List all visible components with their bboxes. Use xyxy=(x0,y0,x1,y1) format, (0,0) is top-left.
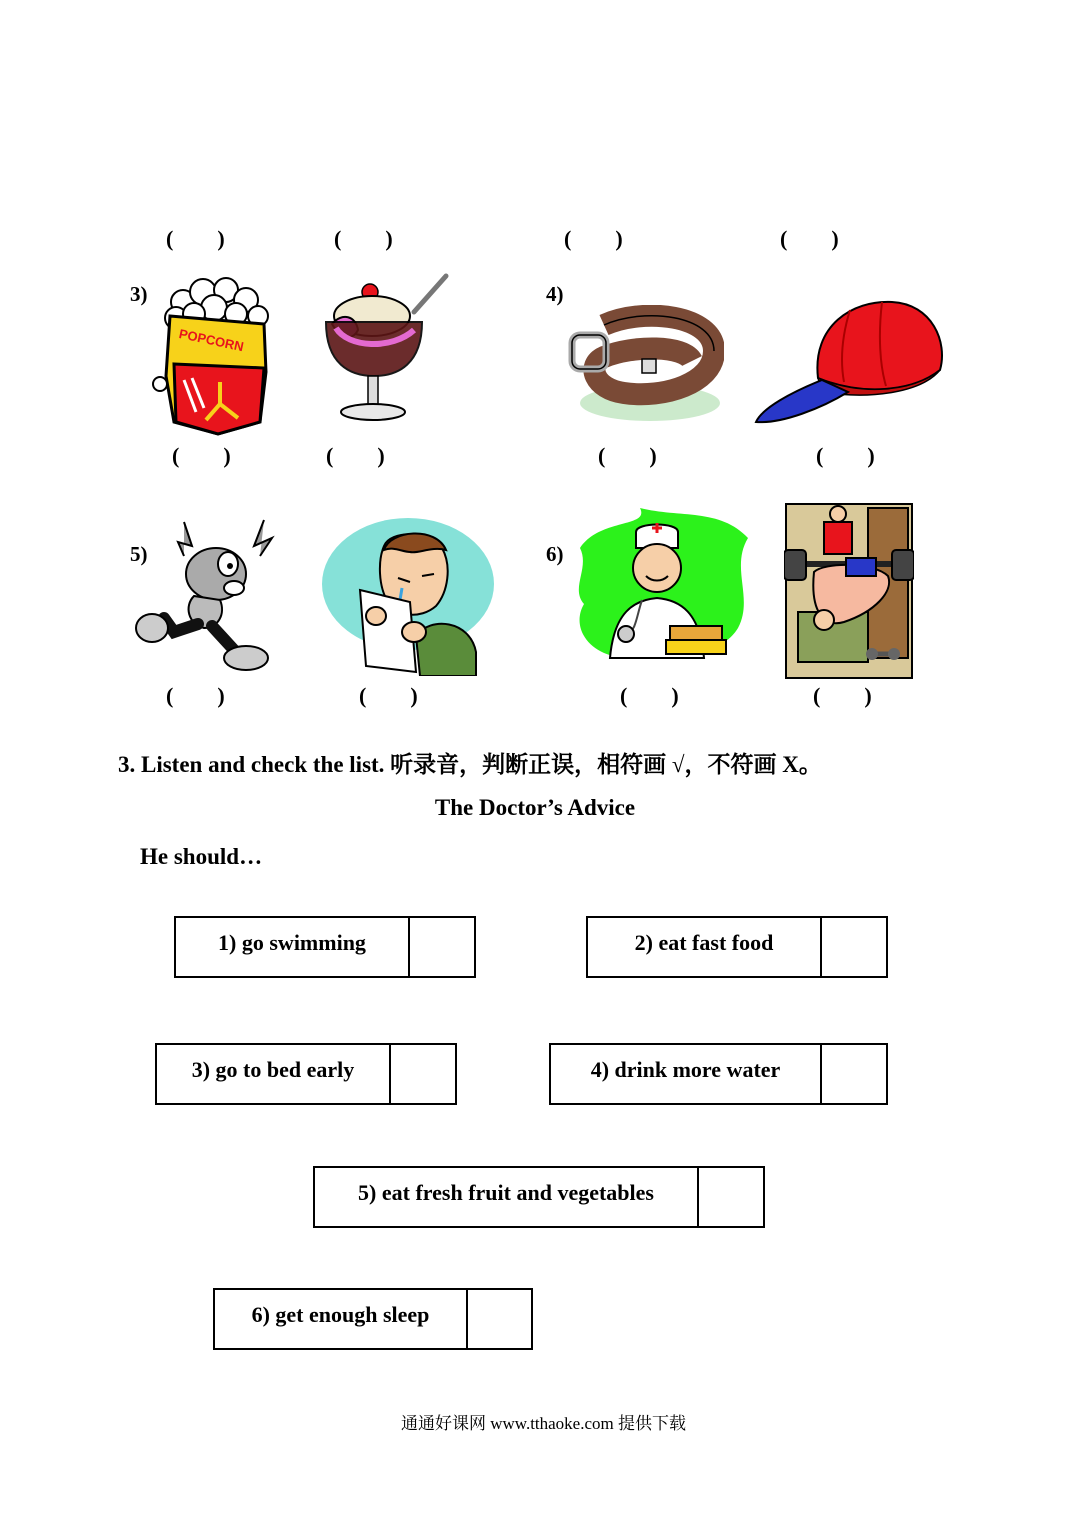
answer-paren[interactable]: ( ) xyxy=(359,683,418,708)
check-box[interactable] xyxy=(822,918,886,976)
checklist-item xyxy=(586,916,888,978)
section-3-lead: He should… xyxy=(140,844,263,869)
item-number: 5) xyxy=(130,542,148,566)
item-number: 4) xyxy=(546,282,564,306)
cap-picture xyxy=(752,296,948,430)
check-box[interactable] xyxy=(822,1045,886,1103)
checklist-item xyxy=(313,1166,765,1228)
answer-paren[interactable]: ( ) xyxy=(620,683,679,708)
section-3-subtitle: The Doctor’s Advice xyxy=(434,795,636,820)
checklist-item xyxy=(549,1043,888,1105)
checklist-label: 4) drink more water xyxy=(551,1045,822,1103)
checklist-label: 3) go to bed early xyxy=(157,1045,391,1103)
item-number: 3) xyxy=(130,282,148,306)
answer-paren[interactable]: ( ) xyxy=(816,443,875,468)
weightlifter-picture xyxy=(784,502,914,680)
svg-text:POPCORN: POPCORN xyxy=(177,325,246,355)
check-box[interactable] xyxy=(699,1168,763,1226)
popcorn-picture xyxy=(148,272,276,440)
check-box[interactable] xyxy=(391,1045,455,1103)
answer-paren[interactable]: ( ) xyxy=(334,226,393,251)
running-man-picture xyxy=(134,516,288,676)
crying-boy-picture xyxy=(320,516,496,676)
answer-paren[interactable]: ( ) xyxy=(166,683,225,708)
check-box[interactable] xyxy=(468,1290,531,1348)
doctor-picture xyxy=(570,508,754,664)
checklist-item xyxy=(174,916,476,978)
answer-paren[interactable]: ( ) xyxy=(813,683,872,708)
answer-paren[interactable]: ( ) xyxy=(564,226,623,251)
answer-paren[interactable]: ( ) xyxy=(172,443,231,468)
checklist-label: 1) go swimming xyxy=(176,918,410,976)
item-number: 6) xyxy=(546,542,564,566)
checklist-item xyxy=(213,1288,533,1350)
answer-paren[interactable]: ( ) xyxy=(326,443,385,468)
check-box[interactable] xyxy=(410,918,474,976)
page-footer: 通通好课网 www.tthaoke.com 提供下载 xyxy=(400,1414,687,1433)
belt-picture xyxy=(564,305,724,427)
section-3-instructions: 3. Listen and check the list. 听录音，判断正误，相符画 √，不符画 X。 xyxy=(118,752,822,777)
checklist-label: 6) get enough sleep xyxy=(215,1290,468,1348)
checklist-label: 2) eat fast food xyxy=(588,918,822,976)
answer-paren[interactable]: ( ) xyxy=(598,443,657,468)
answer-paren[interactable]: ( ) xyxy=(166,226,225,251)
answer-paren[interactable]: ( ) xyxy=(780,226,839,251)
ice-cream-sundae-picture xyxy=(322,272,450,424)
checklist-item xyxy=(155,1043,457,1105)
checklist-label: 5) eat fresh fruit and vegetables xyxy=(315,1168,699,1226)
